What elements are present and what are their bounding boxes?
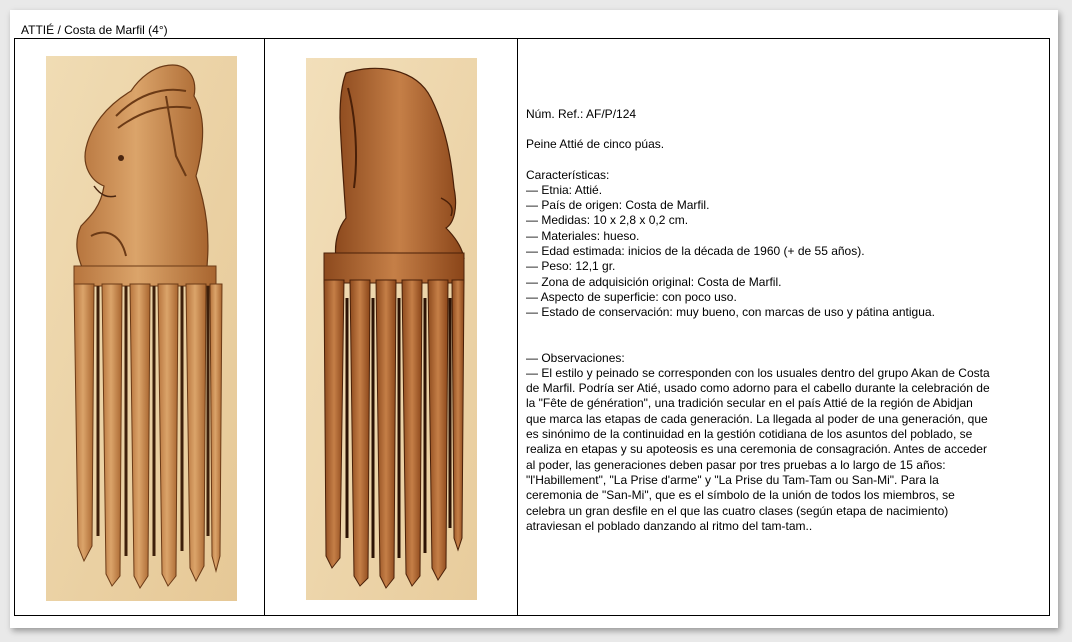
table-cell-front-photo <box>15 39 265 615</box>
observations-line: la "Fête de génération", una tradición secular en el país Attié de la región de Abidjan <box>526 396 973 411</box>
characteristics-heading: Características: <box>526 167 610 182</box>
description-text <box>526 107 1041 534</box>
characteristic-dimensions: — Medidas: 10 x 2,8 x 0,2 cm. <box>526 213 689 228</box>
observations-line: celebra un gran desfile en el que las cuatro clases (según etapa de nacimiento) <box>526 503 949 518</box>
comb-back-photo <box>306 58 477 600</box>
observations-line: realiza en etapas y su apoteosis es una ceremonia de consagración. Antes de acceder <box>526 442 987 457</box>
observations-line: atraviesan el poblado danzando al ritmo del tam-tam.. <box>526 518 813 533</box>
observations-line: que marca las etapas de cada generación. La llegada al poder de una generación, que <box>526 411 988 426</box>
characteristic-surface: — Aspecto de superficie: con poco uso. <box>526 289 737 304</box>
reference-number: Núm. Ref.: AF/P/124 <box>526 107 637 121</box>
characteristic-weight: — Peso: 12,1 gr. <box>526 259 616 274</box>
catalog-table <box>14 38 1050 616</box>
observations-line: es sinónimo de la continuidad en la gestión cotidiana de los asuntos del poblado, se <box>526 427 973 442</box>
table-cell-back-photo <box>265 39 518 615</box>
characteristic-acquisition-zone: — Zona de adquisición original: Costa de Marfil. <box>526 274 782 289</box>
observations-line: de Marfil. Podría ser Atié, usado como adorno para el cabello durante la celebración de <box>526 381 990 396</box>
observations-line: al poder, las generaciones deben pasar por tres pruebas a lo largo de 15 años: <box>526 457 946 472</box>
characteristic-materials: — Materiales: hueso. <box>526 228 640 243</box>
observations-line: ceremonia de "San-Mi", que es el símbolo de la unión de todos los miembros, se <box>526 488 955 503</box>
comb-back-illustration <box>306 58 477 600</box>
characteristic-condition: — Estado de conservación: muy bueno, con marcas de uso y pátina antigua. <box>526 305 935 320</box>
comb-front-illustration <box>46 56 237 601</box>
item-summary: Peine Attié de cinco púas. <box>526 137 665 152</box>
characteristic-country: — País de origen: Costa de Marfil. <box>526 198 710 213</box>
table-cell-description <box>518 39 1049 615</box>
observations-line: "l'Habillement", "La Prise d'arme" y "La Prise du Tam-Tam ou San-Mi". Para la <box>526 472 939 487</box>
page-title: ATTIÉ / Costa de Marfil (4°) <box>21 23 168 37</box>
document-sheet <box>10 10 1058 628</box>
comb-front-photo <box>46 56 237 601</box>
observations-heading: — Observaciones: <box>526 350 625 365</box>
characteristic-age: — Edad estimada: inicios de la década de 1960 (+ de 55 años). <box>526 244 865 259</box>
observations-line: — El estilo y peinado se corresponden con los usuales dentro del grupo Akan de Costa <box>526 365 990 380</box>
characteristic-ethnicity: — Etnia: Attié. <box>526 182 603 197</box>
